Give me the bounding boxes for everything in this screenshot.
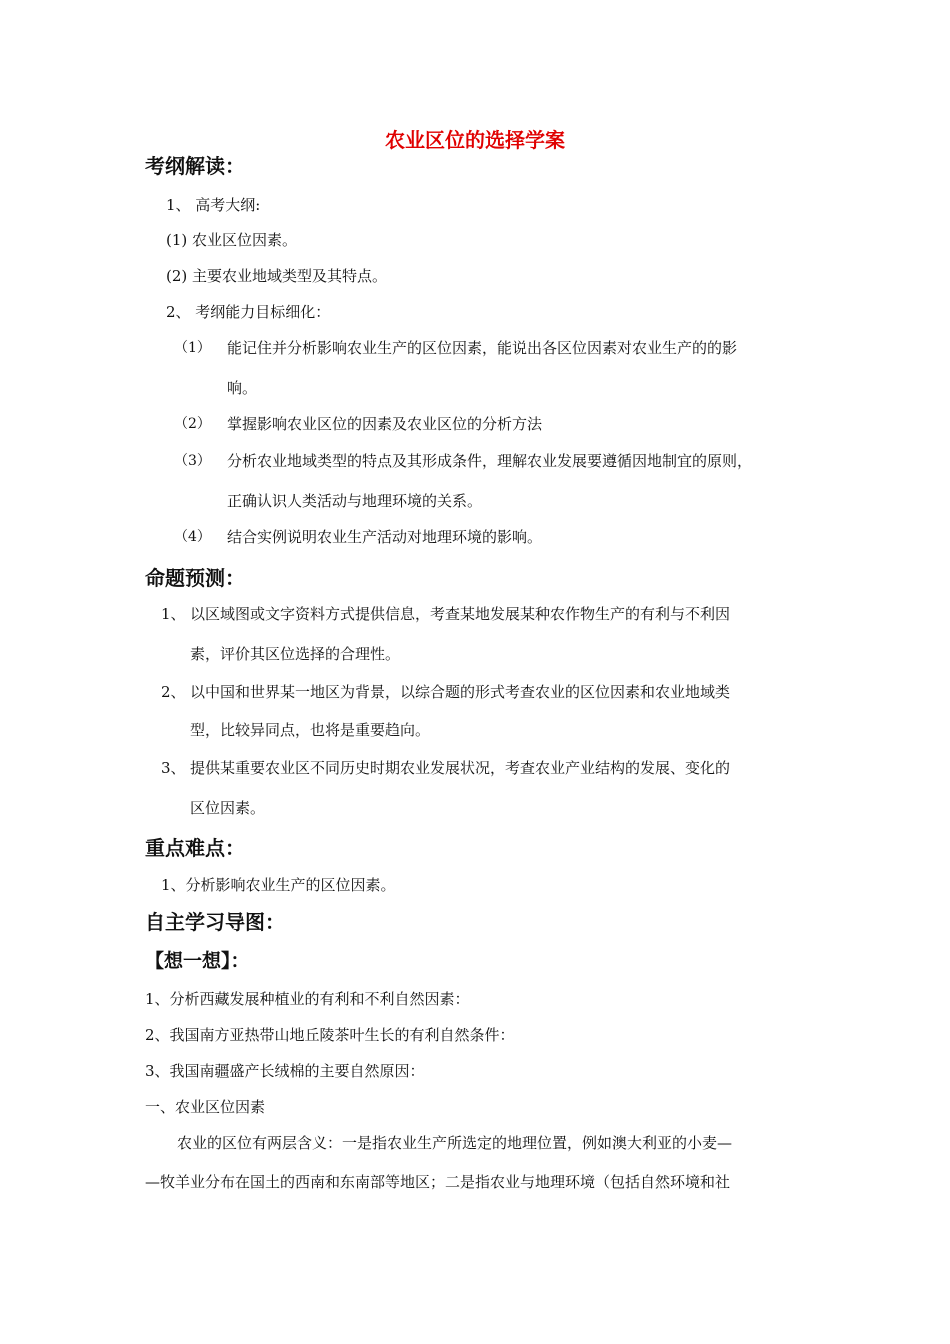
goal-4-line1: 结合实例说明农业生产活动对地理环境的影响。: [227, 528, 543, 546]
heading-prediction: 命题预测：: [145, 566, 245, 590]
goal-3-line2: 正确认识人类活动与地理环境的关系。: [227, 492, 483, 510]
paragraph-line-2: —牧羊业分布在国土的西南和东南部等地区；二是指农业与地理环境（包括自然环境和社: [145, 1173, 731, 1191]
question-2: 2、我国南方亚热带山地丘陵茶叶生长的有利自然条件：: [145, 1026, 515, 1044]
question-3: 3、我国南疆盛产长绒棉的主要自然原因：: [145, 1062, 425, 1080]
heading-exam-outline: 考纲解读：: [145, 154, 245, 178]
goal-num-1: （1）: [174, 340, 211, 356]
goal-num-3: （3）: [174, 453, 211, 469]
key-point-1: 1、分析影响农业生产的区位因素。: [161, 876, 396, 894]
heading-self-study: 自主学习导图：: [145, 910, 285, 934]
page-title: 农业区位的选择学案: [385, 128, 565, 152]
prediction-num-3: 3、: [161, 759, 186, 777]
paragraph-line-1: 农业的区位有两层含义：一是指农业生产所选定的地理位置，例如澳大利亚的小麦—: [177, 1134, 733, 1152]
goal-num-2: （2）: [174, 416, 211, 432]
outline-item-1: 1、 高考大纲:: [166, 196, 261, 214]
goal-3-line1: 分析农业地域类型的特点及其形成条件，理解农业发展要遵循因地制宜的原则，: [227, 452, 753, 470]
goal-1-line1: 能记住并分析影响农业生产的区位因素，能说出各区位因素对农业生产的的影: [227, 339, 738, 357]
prediction-1-line2: 素，评价其区位选择的合理性。: [190, 645, 401, 663]
prediction-num-2: 2、: [161, 683, 186, 701]
question-1: 1、分析西藏发展种植业的有利和不利自然因素：: [145, 990, 470, 1008]
think-heading: 【想一想】：: [145, 950, 250, 972]
goal-2-line1: 掌握影响农业区位的因素及农业区位的分析方法: [227, 415, 543, 433]
section-agri-location: 一、农业区位因素: [145, 1098, 266, 1116]
prediction-1-line1: 以区域图或文字资料方式提供信息，考查某地发展某种农作物生产的有利与不利因: [190, 605, 731, 623]
goal-1-line2: 响。: [227, 379, 258, 397]
prediction-2-line1: 以中国和世界某一地区为背景，以综合题的形式考查农业的区位因素和农业地域类: [190, 683, 731, 701]
outline-item-2: 2、 考纲能力目标细化：: [166, 303, 331, 321]
prediction-3-line2: 区位因素。: [190, 799, 266, 817]
outline-sub-2: (2) 主要农业地域类型及其特点。: [166, 267, 388, 285]
prediction-2-line2: 型，比较异同点，也将是重要趋向。: [190, 721, 431, 739]
heading-key-points: 重点难点：: [145, 836, 245, 860]
outline-sub-1: (1) 农业区位因素。: [166, 231, 298, 249]
prediction-3-line1: 提供某重要农业区不同历史时期农业发展状况，考查农业产业结构的发展、变化的: [190, 759, 731, 777]
prediction-num-1: 1、: [161, 605, 186, 623]
goal-num-4: （4）: [174, 529, 211, 545]
